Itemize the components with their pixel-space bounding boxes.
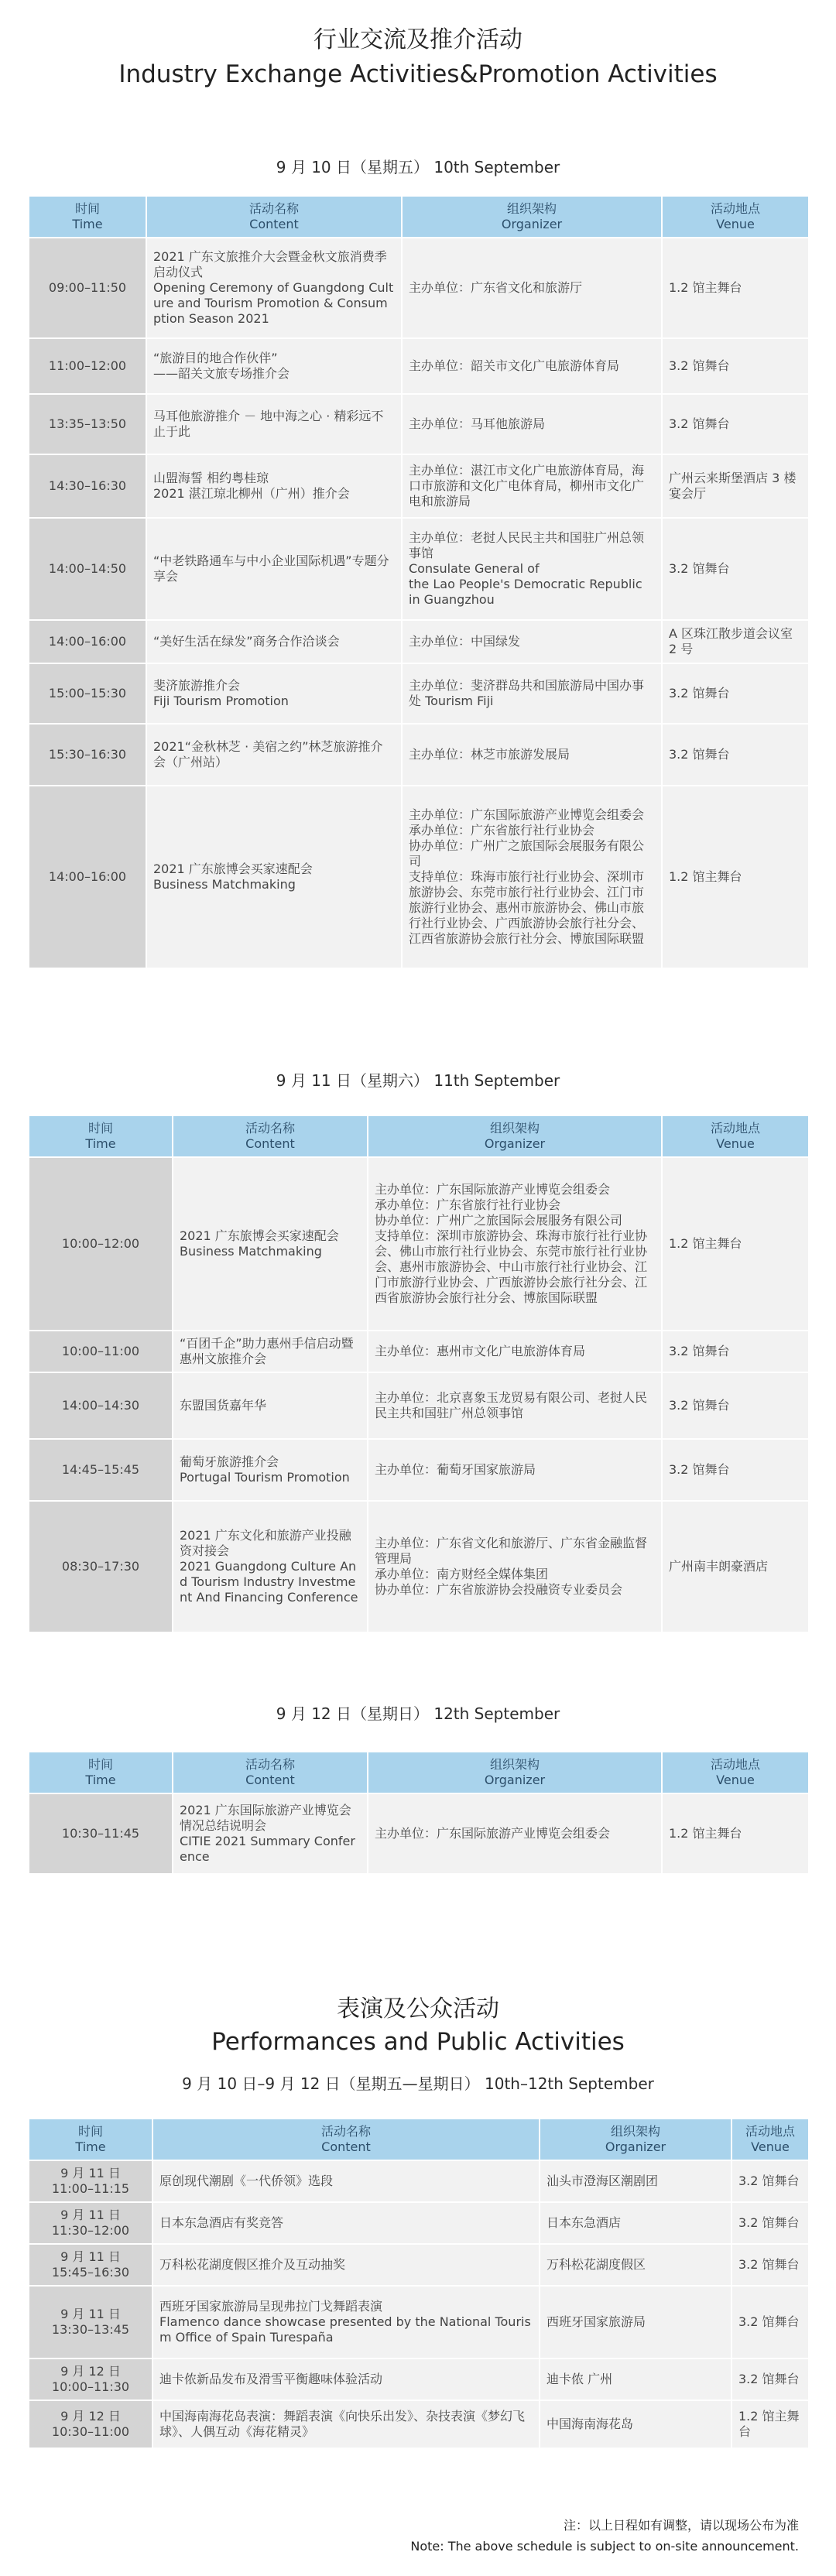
venue-cell: 3.2 馆舞台 [662,1331,809,1372]
table-header-row [29,2119,809,2160]
organizer-cell: 中国海南海花岛 [540,2400,732,2448]
section2-table [28,2118,810,2449]
table-row [29,2244,809,2286]
content-cell-line: CITIE 2021 Summary Conference [180,1834,355,1864]
footer-note-zh: 注：以上日程如有调整，请以现场公布为准 [563,2518,799,2533]
table-row [29,1372,809,1439]
time-cell: 14:30–16:30 [29,454,146,518]
organizer-cell-line: 主办单位：老挝人民民主共和国驻广州总领事馆 [409,530,645,560]
time-cell-line: 9 月 12 日 [60,2409,121,2424]
venue-cell: 3.2 馆舞台 [732,2202,809,2244]
content-cell [173,1372,368,1439]
organizer-cell-line: the Lao People's Democratic Republic [409,577,642,591]
time-cell [29,2400,152,2448]
content-cell-line: “中老铁路通车与中小企业国际机遇”专题分享会 [153,553,389,584]
content-cell-line: 山盟海誓 相约粤桂琼 [153,471,269,485]
time-cell: 10:30–11:45 [29,1793,173,1874]
table-row [29,394,809,454]
time-cell: 15:30–16:30 [29,724,146,786]
venue-cell: 1.2 馆主舞台 [662,238,809,338]
table-row [29,663,809,724]
content-cell-line: 2021 Guangdong Culture And Tourism Industry Investment And Financing Conference [180,1559,358,1605]
day1-table [28,195,810,969]
header-organizer: 组织架构 Organizer [540,2119,732,2160]
table-row [29,2202,809,2244]
organizer-cell [368,1501,662,1632]
time-cell [29,2244,152,2286]
content-cell-line: 中国海南海花岛表演：舞蹈表演《向快乐出发》、杂技表演《梦幻飞球》、人偶互动《海花精灵》 [159,2409,526,2439]
content-cell [146,238,402,338]
venue-cell: 3.2 馆舞台 [732,2160,809,2202]
header-organizer: 组织架构 Organizer [368,1752,662,1793]
venue-cell: 广州南丰朗豪酒店 [662,1501,809,1632]
header-venue: 活动地点 Venue [662,196,809,238]
header-venue: 活动地点 Venue [662,1752,809,1793]
time-cell: 14:00–14:50 [29,518,146,620]
content-cell [152,2244,540,2286]
table-row [29,2358,809,2400]
time-cell: 15:00–15:30 [29,663,146,724]
venue-cell: 1.2 馆主舞台 [662,1793,809,1874]
organizer-cell-line: 支持单位：深圳市旅游协会、珠海市旅行社行业协会、佛山市旅行社行业协会、东莞市旅行社行业协会、惠州市旅游协会、中山市旅行社行业协会、江门市旅游行业协会、广西旅游协会旅行社分会、江西省旅游协会旅行社分会、博旅国际联盟 [375,1228,648,1305]
content-cell-line: 2021“金秋林芝 · 美宿之约”林芝旅游推介会（广州站） [153,739,383,769]
table-row [29,1501,809,1632]
header-organizer: 组织架构 Organizer [368,1115,662,1157]
time-cell-line: 9 月 11 日 [60,2249,121,2264]
time-cell-line: 9 月 11 日 [60,2208,121,2222]
content-cell-line: Business Matchmaking [153,877,296,892]
time-cell: 08:30–17:30 [29,1501,173,1632]
time-cell-line: 9 月 12 日 [60,2364,121,2379]
day3-heading: 9 月 12 日（星期日） 12th September [276,1704,560,1723]
organizer-cell: 万科松花湖度假区 [540,2244,732,2286]
content-cell [152,2286,540,2358]
organizer-cell [402,394,662,454]
header-content: 活动名称 Content [173,1752,368,1793]
content-cell-line: Portugal Tourism Promotion [180,1470,350,1485]
header-organizer: 组织架构 Organizer [402,196,662,238]
organizer-cell-line: 主办单位：广东国际旅游产业博览会组委会 [375,1182,611,1197]
venue-cell: 1.2 馆主舞台 [732,2400,809,2448]
organizer-cell [368,1372,662,1439]
section1-title-zh: 行业交流及推介活动 [314,26,522,53]
organizer-cell-line: 主办单位：斐济群岛共和国旅游局中国办事处 Tourism Fiji [409,678,645,708]
organizer-cell-line: 承办单位：广东省旅行社行业协会 [409,823,595,838]
content-cell [146,338,402,394]
organizer-cell [402,620,662,663]
time-cell-line: 11:00–11:15 [51,2181,130,2196]
table-row [29,1793,809,1874]
content-cell [146,454,402,518]
content-cell-line: 万科松花湖度假区推介及互动抽奖 [159,2257,346,2272]
table-row [29,338,809,394]
content-cell [152,2400,540,2448]
table-row [29,2160,809,2202]
content-cell-line: 2021 广东旅博会买家速配会 [153,862,313,876]
table-header-row [29,1752,809,1793]
time-cell-line: 13:30–13:45 [51,2322,130,2337]
time-cell-line: 10:00–11:30 [51,2379,130,2394]
section2-title-en: Performances and Public Activities [211,2028,625,2056]
table-row [29,2286,809,2358]
section2-heading: 9 月 10 日–9 月 12 日（星期五—星期日） 10th–12th September [182,2074,654,2093]
venue-cell: A 区珠江散步道会议室 2 号 [662,620,809,663]
organizer-cell-line: Consulate General of [409,561,540,576]
organizer-cell [402,663,662,724]
venue-cell: 3.2 馆舞台 [662,394,809,454]
table-row [29,2400,809,2448]
organizer-cell [368,1439,662,1501]
header-content: 活动名称 Content [146,196,402,238]
venue-cell: 3.2 馆舞台 [732,2358,809,2400]
day1-body [29,238,809,968]
organizer-cell-line: 主办单位：广东国际旅游产业博览会组委会 [375,1826,611,1841]
organizer-cell: 迪卡侬 广州 [540,2358,732,2400]
venue-cell: 3.2 馆舞台 [662,724,809,786]
organizer-cell-line: 主办单位：葡萄牙国家旅游局 [375,1462,536,1477]
content-cell-line: Flamenco dance showcase presented by the National Tourism Office of Spain Turespaña [159,2314,531,2345]
header-time: 时间 Time [29,2119,152,2160]
day3-body [29,1793,809,1874]
organizer-cell: 日本东急酒店 [540,2202,732,2244]
content-cell-line: 2021 广东文旅推介大会暨金秋文旅消费季启动仪式 [153,249,387,279]
content-cell [146,724,402,786]
venue-cell: 3.2 馆舞台 [732,2244,809,2286]
venue-cell: 3.2 馆舞台 [662,518,809,620]
time-cell [29,2160,152,2202]
content-cell [173,1439,368,1501]
organizer-cell-line: 主办单位：广东国际旅游产业博览会组委会 [409,807,645,822]
time-cell: 11:00–12:00 [29,338,146,394]
table-row [29,518,809,620]
venue-cell: 3.2 馆舞台 [662,338,809,394]
time-cell [29,2358,152,2400]
content-cell-line: 葡萄牙旅游推介会 [180,1454,279,1469]
table-row [29,724,809,786]
time-cell: 14:00–16:00 [29,620,146,663]
content-cell [146,620,402,663]
content-cell [173,1331,368,1372]
day2-body [29,1157,809,1632]
content-cell-line: “百团千企”助力惠州手信启动暨惠州文旅推介会 [180,1336,354,1366]
organizer-cell-line: 主办单位：林芝市旅游发展局 [409,747,570,762]
organizer-cell-line: 协办单位：广东省旅游协会投融资专业委员会 [375,1582,623,1597]
content-cell-line: 东盟国货嘉年华 [180,1398,267,1413]
content-cell-line: Opening Ceremony of Guangdong Culture and Tourism Promotion & Consumption Season 2021 [153,280,394,326]
content-cell-line: “美好生活在绿发”商务合作洽谈会 [153,634,340,649]
header-content: 活动名称 Content [173,1115,368,1157]
time-cell-line: 15:45–16:30 [51,2265,130,2280]
header-venue: 活动地点 Venue [662,1115,809,1157]
organizer-cell-line: 主办单位：韶关市文化广电旅游体育局 [409,358,620,373]
header-time: 时间 Time [29,196,146,238]
content-cell-line: 日本东急酒店有奖竞答 [159,2215,284,2230]
time-cell: 14:00–16:00 [29,786,146,968]
venue-cell: 3.2 馆舞台 [732,2286,809,2358]
organizer-cell-line: 主办单位：马耳他旅游局 [409,416,546,431]
day3-table [28,1751,810,1875]
table-row [29,620,809,663]
header-time: 时间 Time [29,1752,173,1793]
table-row [29,1439,809,1501]
content-cell [152,2202,540,2244]
venue-cell: 广州云来斯堡酒店 3 楼宴会厅 [662,454,809,518]
content-cell [152,2358,540,2400]
time-cell: 09:00–11:50 [29,238,146,338]
header-time: 时间 Time [29,1115,173,1157]
table-row [29,786,809,968]
organizer-cell [402,518,662,620]
day2-heading: 9 月 11 日（星期六） 11th September [276,1071,560,1090]
organizer-cell-line: 支持单位：珠海市旅行社行业协会、深圳市旅游协会、东莞市旅行社行业协会、江门市旅游行业协会、惠州市旅游协会、佛山市旅行社行业协会、广西旅游协会旅行社分会、江西省旅游协会旅行社分会、博旅国际联盟 [409,869,645,946]
organizer-cell [368,1157,662,1331]
organizer-cell-line: 主办单位：中国绿发 [409,634,521,649]
organizer-cell [368,1793,662,1874]
time-cell: 10:00–12:00 [29,1157,173,1331]
content-cell [173,1501,368,1632]
day1-heading: 9 月 10 日（星期五） 10th September [276,158,560,176]
content-cell-line: 斐济旅游推介会 [153,678,241,693]
table-row [29,454,809,518]
organizer-cell [402,724,662,786]
organizer-cell [402,338,662,394]
footer-note-en: Note: The above schedule is subject to on-site announcement. [410,2539,799,2554]
time-cell: 10:00–11:00 [29,1331,173,1372]
organizer-cell-line: 主办单位：湛江市文化广电旅游体育局，海口市旅游和文化广电体育局，柳州市文化广电和旅游局 [409,463,645,509]
organizer-cell-line: 主办单位：广东省文化和旅游厅、广东省金融监督管理局 [375,1536,648,1566]
content-cell [146,394,402,454]
organizer-cell-line: 协办单位：广州广之旅国际会展服务有限公司 [375,1213,623,1228]
time-cell-line: 9 月 11 日 [60,2307,121,2321]
table-header-row [29,196,809,238]
time-cell [29,2286,152,2358]
time-cell: 13:35–13:50 [29,394,146,454]
organizer-cell-line: 主办单位：惠州市文化广电旅游体育局 [375,1344,586,1358]
organizer-cell-line: in Guangzhou [409,592,495,607]
header-content: 活动名称 Content [152,2119,540,2160]
organizer-cell: 汕头市澄海区潮剧团 [540,2160,732,2202]
content-cell-line: 原创现代潮剧《一代侨领》选段 [159,2174,334,2188]
organizer-cell-line: 协办单位：广州广之旅国际会展服务有限公司 [409,838,645,868]
organizer-cell-line: 承办单位：南方财经全媒体集团 [375,1567,549,1581]
content-cell-line: 2021 湛江琼北柳州（广州）推介会 [153,486,350,501]
content-cell-line: 2021 广东旅博会买家速配会 [180,1228,339,1243]
organizer-cell [368,1331,662,1372]
content-cell [146,518,402,620]
content-cell-line: Business Matchmaking [180,1244,322,1259]
time-cell-line: 9 月 11 日 [60,2166,121,2180]
content-cell [146,786,402,968]
venue-cell: 1.2 馆主舞台 [662,786,809,968]
content-cell [146,663,402,724]
organizer-cell: 西班牙国家旅游局 [540,2286,732,2358]
venue-cell: 3.2 馆舞台 [662,663,809,724]
content-cell-line: ——韶关文旅专场推介会 [153,366,290,381]
organizer-cell [402,786,662,968]
time-cell [29,2202,152,2244]
content-cell-line: “旅游目的地合作伙伴” [153,351,278,365]
table-row [29,238,809,338]
organizer-cell-line: 主办单位：广东省文化和旅游厅 [409,280,583,295]
content-cell-line: 2021 广东文化和旅游产业投融资对接会 [180,1528,351,1558]
venue-cell: 3.2 馆舞台 [662,1439,809,1501]
time-cell: 14:45–15:45 [29,1439,173,1501]
organizer-cell-line: 承办单位：广东省旅行社行业协会 [375,1197,561,1212]
content-cell-line: 马耳他旅游推介 － 地中海之心 · 精彩远不止于此 [153,409,384,439]
time-cell: 14:00–14:30 [29,1372,173,1439]
organizer-cell-line: 主办单位：北京喜象玉龙贸易有限公司、老挝人民民主共和国驻广州总领事馆 [375,1390,648,1420]
content-cell [173,1793,368,1874]
section1-title-en: Industry Exchange Activities&Promotion Activities [118,60,718,88]
venue-cell: 3.2 馆舞台 [662,1372,809,1439]
section2-body [29,2160,809,2448]
content-cell [173,1157,368,1331]
day2-table [28,1115,810,1633]
table-row [29,1157,809,1331]
table-header-row [29,1115,809,1157]
header-venue: 活动地点 Venue [732,2119,809,2160]
venue-cell: 1.2 馆主舞台 [662,1157,809,1331]
organizer-cell [402,238,662,338]
content-cell-line: Fiji Tourism Promotion [153,694,289,708]
content-cell [152,2160,540,2202]
time-cell-line: 10:30–11:00 [51,2424,130,2439]
table-row [29,1331,809,1372]
content-cell-line: 迪卡侬新品发布及滑雪平衡趣味体验活动 [159,2372,383,2386]
time-cell-line: 11:30–12:00 [51,2223,130,2238]
section2-title-zh: 表演及公众活动 [337,1995,499,2023]
content-cell-line: 西班牙国家旅游局呈现弗拉门戈舞蹈表演 [159,2299,383,2314]
organizer-cell [402,454,662,518]
content-cell-line: 2021 广东国际旅游产业博览会情况总结说明会 [180,1803,351,1833]
